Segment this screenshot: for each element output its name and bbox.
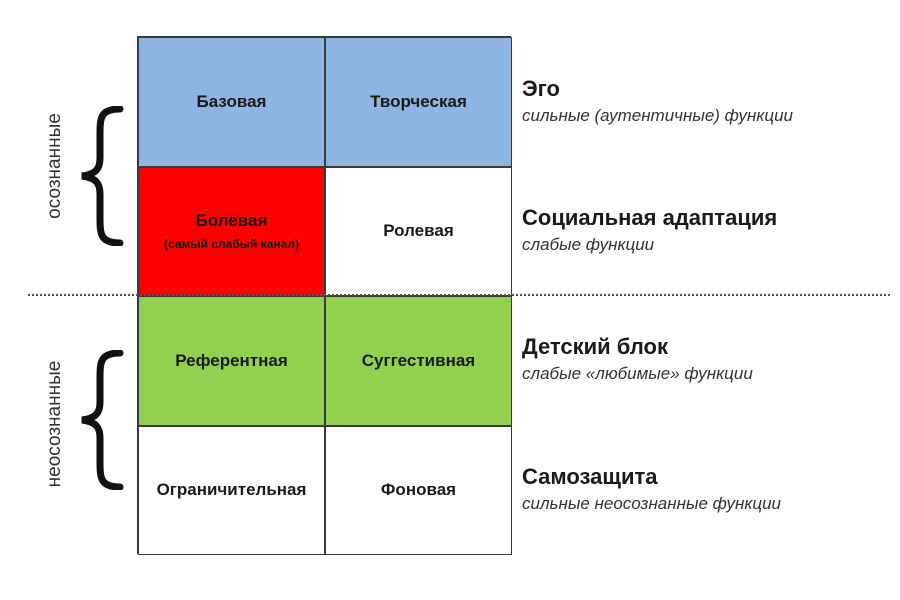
cell-suggestivnaya [325, 296, 512, 426]
cell-tvorcheskaya-label: Творческая [370, 91, 467, 111]
block-ego-desc: сильные (аутентичные) функции [522, 106, 794, 125]
block-child-desc: слабые «любимые» функции [522, 364, 753, 383]
block-social-adaptation-desc: слабые функции [522, 235, 655, 254]
block-social-adaptation [522, 205, 892, 255]
cell-tvorcheskaya [325, 37, 512, 167]
cell-bolevaya [138, 167, 325, 297]
cell-rolevaya [325, 167, 512, 297]
unconscious-brace-icon [76, 350, 126, 490]
cell-bolevaya-label: Болевая [195, 211, 268, 231]
cell-suggestivnaya-label: Суггестивная [361, 350, 476, 370]
block-self-defense [522, 464, 892, 514]
block-child-title: Детский блок [522, 334, 668, 359]
block-social-adaptation-title: Социальная адаптация [522, 205, 778, 230]
block-ego-title: Эго [522, 76, 560, 101]
cell-referentnaya-label: Референтная [175, 350, 288, 370]
cell-referentnaya [138, 296, 325, 426]
unconscious-label: неосознанные [44, 360, 65, 488]
cell-fonovaya [325, 426, 512, 556]
cell-rolevaya-label: Ролевая [383, 221, 454, 241]
block-self-defense-desc: сильные неосознанные функции [522, 494, 782, 513]
conscious-brace-icon [76, 106, 126, 246]
block-self-defense-title: Самозащита [522, 464, 658, 489]
cell-ogranichitelnaya [138, 426, 325, 556]
block-ego [522, 76, 892, 126]
block-child [522, 334, 892, 384]
conscious-label: осознанные [44, 113, 65, 219]
cell-bazovaya [138, 37, 325, 167]
cell-ogranichitelnaya-label: Ограничительная [156, 480, 307, 500]
conscious-divider [28, 294, 890, 296]
cell-bolevaya-sublabel: (самый слабый канал) [164, 237, 299, 252]
cell-bazovaya-label: Базовая [196, 91, 267, 111]
cell-fonovaya-label: Фоновая [380, 480, 457, 500]
